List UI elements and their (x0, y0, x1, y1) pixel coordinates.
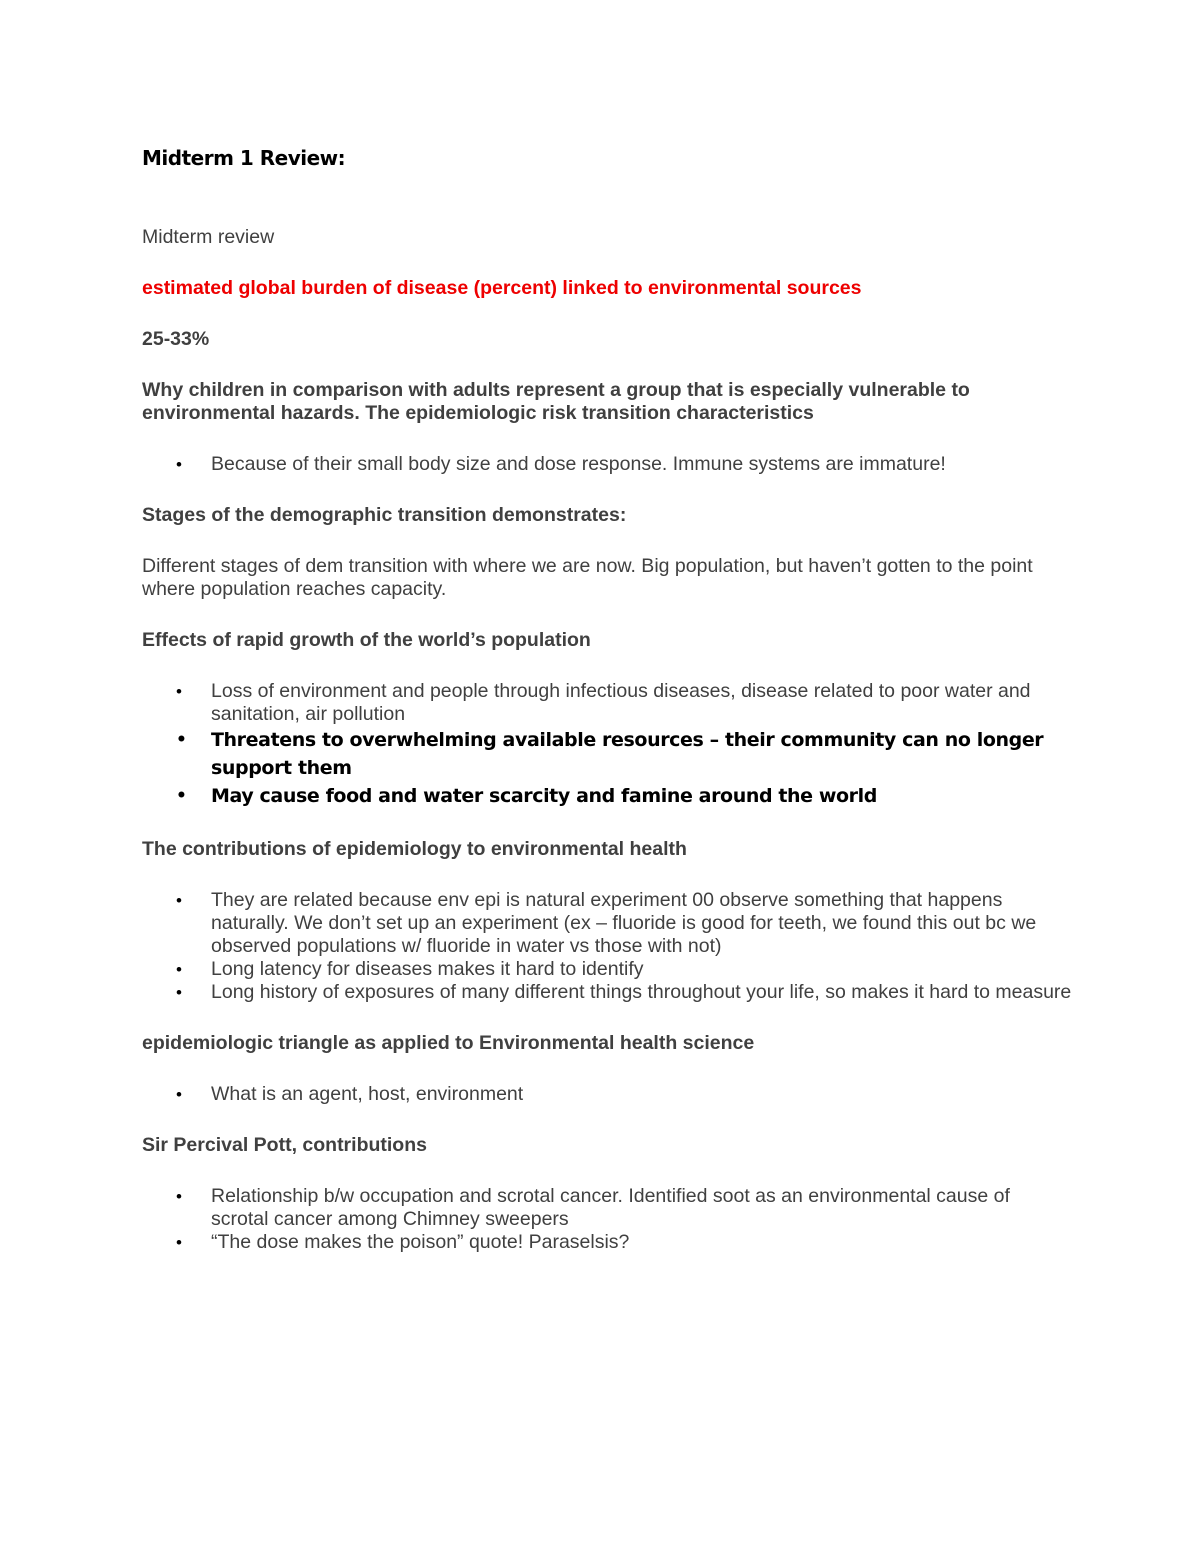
list-item: • Threatens to overwhelming available resources – their community can no longer support them (142, 726, 1072, 782)
q4-bullet-list (142, 680, 1072, 810)
q1-heading: estimated global burden of disease (percent) linked to environmental sources (142, 277, 862, 299)
list-item: • Relationship b/w occupation and scrotal cancer. Identified soot as an environmental cause of scrotal cancer among Chimney sweepers (176, 1185, 1010, 1230)
q6-heading: epidemiologic triangle as applied to Environmental health science (142, 1032, 755, 1054)
subtitle: Midterm review (142, 226, 275, 248)
bullet-icon: • (176, 1085, 182, 1104)
document-page (142, 140, 1072, 1254)
bullet-icon: • (176, 1233, 182, 1252)
bullet-icon: • (176, 1187, 182, 1206)
q6-bullet-list (142, 1083, 1072, 1106)
bullet-icon: • (176, 983, 182, 1002)
document-title: Midterm 1 Review: (142, 146, 346, 170)
bullet-icon: • (176, 891, 182, 910)
q7-bullet-list (142, 1185, 1072, 1254)
bullet-icon: • (176, 960, 182, 979)
bullet-icon: • (176, 786, 187, 806)
list-item: • “The dose makes the poison” quote! Paraselsis? (176, 1231, 630, 1253)
list-item: • Loss of environment and people through infectious diseases, disease related to poor water and sanitation, air pollution (176, 680, 1031, 725)
list-item: • They are related because env epi is natural experiment 00 observe something that happens naturally. We don’t set up an experiment (ex – fluoride is good for teeth, we found this out bc we observed populations w/ fluoride in water vs those with not) (176, 889, 1037, 957)
q2-bullet-list (142, 453, 1072, 476)
list-item: • Long history of exposures of many different things throughout your life, so makes it hard to measure (176, 981, 1072, 1003)
q5-bullet-list (142, 889, 1072, 1004)
list-item: • Because of their small body size and dose response. Immune systems are immature! (176, 453, 946, 475)
bullet-icon: • (176, 730, 187, 750)
list-item: • What is an agent, host, environment (176, 1083, 524, 1105)
q3-heading: Stages of the demographic transition demonstrates: (142, 504, 627, 526)
q7-heading: Sir Percival Pott, contributions (142, 1134, 427, 1156)
bullet-icon: • (176, 682, 182, 701)
list-item: • Long latency for diseases makes it hard to identify (176, 958, 644, 980)
q5-heading: The contributions of epidemiology to environmental health (142, 838, 687, 860)
q4-heading: Effects of rapid growth of the world’s population (142, 629, 591, 651)
q1-answer: 25-33% (142, 328, 210, 350)
q3-body: Different stages of dem transition with where we are now. Big population, but haven’t gotten to the point where population reaches capacity. (142, 555, 1033, 600)
q2-heading: Why children in comparison with adults represent a group that is especially vulnerable to environmental hazards. The epidemiologic risk transition characteristics (142, 379, 970, 424)
bullet-icon: • (176, 455, 182, 474)
list-item: • May cause food and water scarcity and famine around the world (142, 782, 1072, 810)
